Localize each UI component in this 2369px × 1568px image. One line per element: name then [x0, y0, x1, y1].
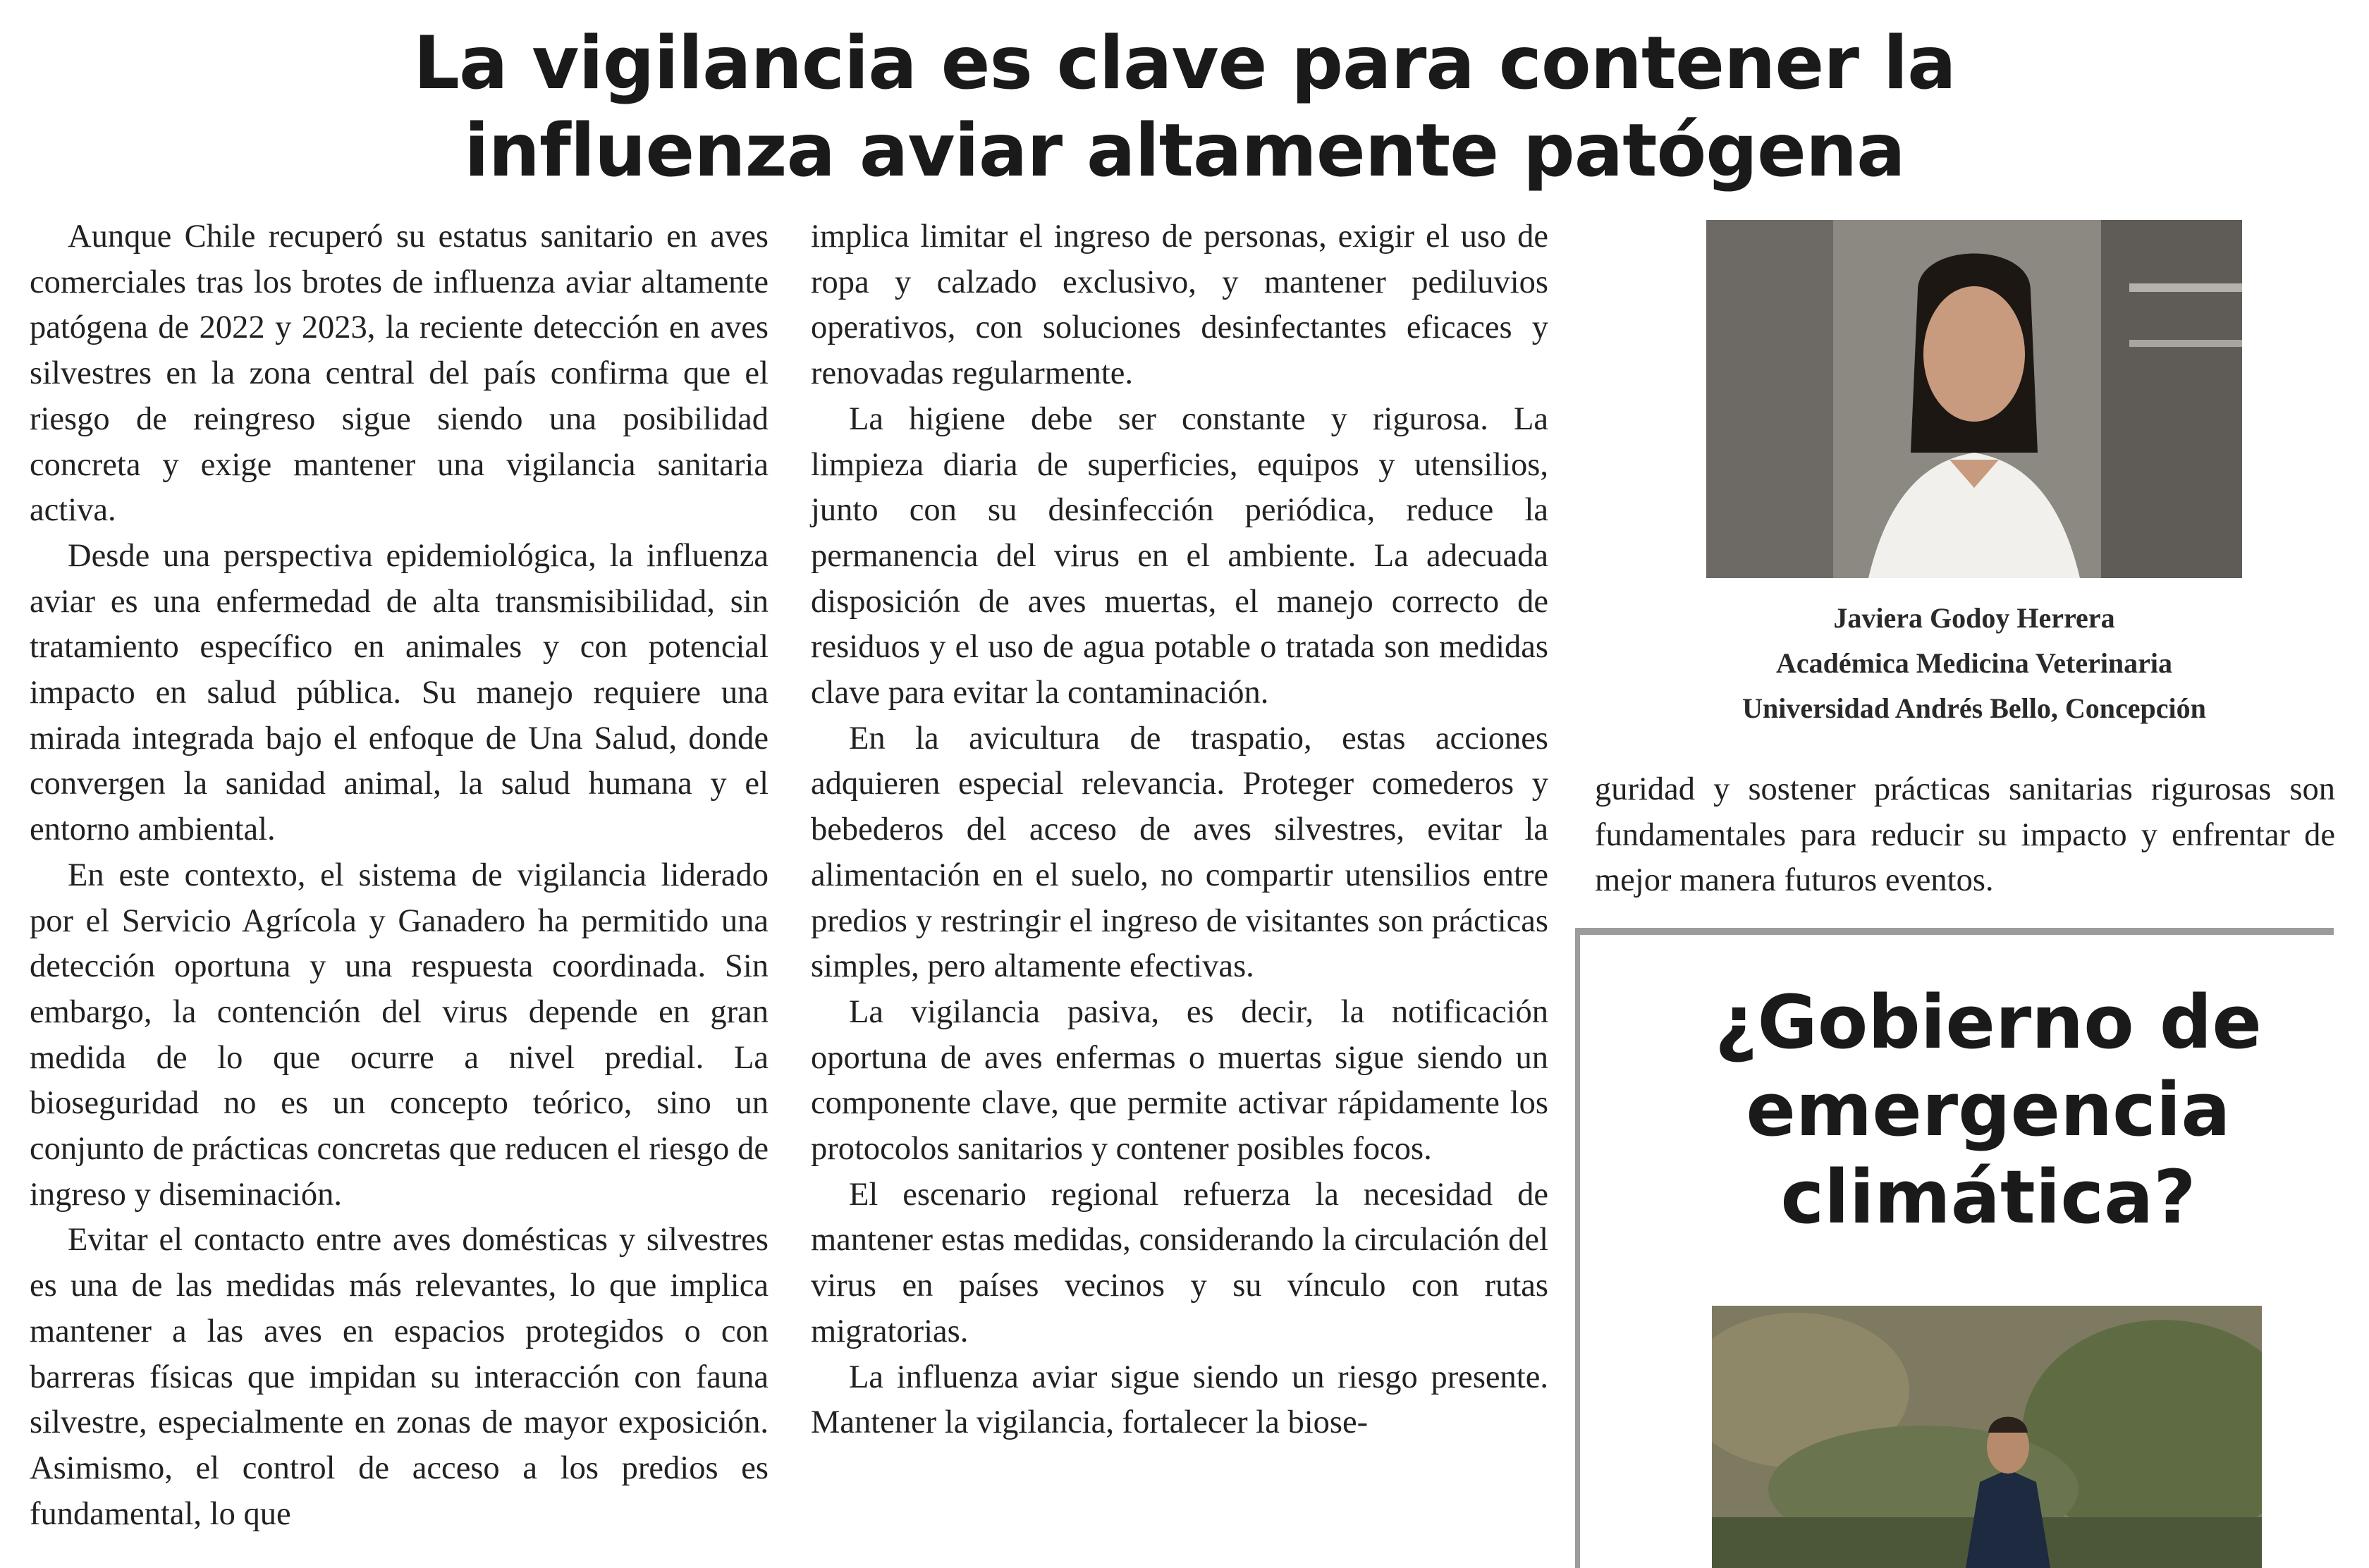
author-institution: Universidad Andrés Bello, Concepción — [1742, 692, 2206, 724]
author-photo — [1706, 220, 2242, 578]
paragraph: La higiene debe ser constante y rigurosa. La limpieza diaria de superficies, equipos y utensilios, junto con su desinfección periódica, reduce la permanencia del virus en el ambiente. La adecuada disposición de aves muertas, el manejo correcto de residuos y el uso de agua potable o tratada son medidas clave para evitar la contaminación. — [811, 400, 1548, 711]
paragraph-continued: guridad y sostener prácticas sanitarias rigurosas son fundamentales para reducir su impacto y enfrentar de mejor manera futuros eventos. — [1595, 771, 2335, 899]
paragraph: En este contexto, el sistema de vigilancia liderado por el Servicio Agrícola y Ganadero ha permitido una detección oportuna y una respuesta coordinada. Sin embargo, la contención del virus depende en gran medida de lo que ocurre a nivel predial. La bioseguridad no es un concepto teórico, sino un conjunto de prácticas concretas que reducen el riesgo de ingreso y diseminación. — [30, 857, 769, 1213]
next-headline-line-2: emergencia — [1746, 1067, 2231, 1153]
article-column-2 — [811, 214, 1548, 1446]
next-article-photo — [1712, 1306, 2262, 1568]
article-column-3 — [1595, 767, 2335, 904]
paragraph: En la avicultura de traspatio, estas acciones adquieren especial relevancia. Proteger comederos y bebederos del acceso de aves silvestres, evitar la alimentación en el suelo, no compartir utensilios entre predios y restringir el ingreso de visitantes son prácticas simples, pero altamente efectivas. — [811, 720, 1548, 985]
paragraph: El escenario regional refuerza la necesidad de mantener estas medidas, considerando la circulación del virus en países vecinos y su vínculo con rutas migratorias. — [811, 1176, 1548, 1349]
author-name: Javiera Godoy Herrera — [1833, 602, 2115, 634]
headline-line-1: La vigilancia es clave para contener la — [413, 21, 1956, 106]
paragraph: Evitar el contacto entre aves domésticas y silvestres es una de las medidas más relevantes, lo que implica mantener a las aves en espacios protegidos o con barreras físicas que impidan su interacción con fauna silvestre, especialmente en zonas de mayor exposición. Asimismo, el control de acceso a los predios es fundamental, lo que — [30, 1222, 769, 1532]
section-divider-vertical — [1575, 928, 1580, 1568]
article-column-1 — [30, 214, 769, 1537]
paragraph-continued: implica limitar el ingreso de personas, exigir el uso de ropa y calzado exclusivo, y mantener pediluvios operativos, con soluciones desinfectantes eficaces y renovadas regularmente. — [811, 219, 1548, 392]
paragraph: La vigilancia pasiva, es decir, la notificación oportuna de aves enfermas o muertas sigue siendo un componente clave, que permite activar rápidamente los protocolos sanitarios y contener posibles focos. — [811, 993, 1548, 1168]
author-caption — [1622, 596, 2327, 731]
author-role: Académica Medicina Veterinaria — [1775, 647, 2173, 679]
section-divider — [1575, 928, 2334, 935]
paragraph: La influenza aviar sigue siendo un riesgo presente. Mantener la vigilancia, fortalecer la biose- — [811, 1359, 1548, 1441]
next-article-headline — [1593, 979, 2369, 1241]
headline-line-2: influenza aviar altamente patógena — [464, 109, 1905, 193]
article-headline — [0, 20, 2369, 195]
paragraph: Desde una perspectiva epidemiológica, la influenza aviar es una enfermedad de alta transmisibilidad, sin tratamiento específico en animales y con potencial impacto en salud pública. Su manejo requiere una mirada integrada bajo el enfoque de Una Salud, donde convergen la sanidad animal, la salud humana y el entorno ambiental. — [30, 537, 769, 848]
next-headline-line-3: climática? — [1780, 1154, 2196, 1240]
next-headline-line-1: ¿Gobierno de — [1715, 979, 2262, 1065]
paragraph: Aunque Chile recuperó su estatus sanitario en aves comerciales tras los brotes de influenza aviar altamente patógena de 2022 y 2023, la reciente detección en aves silvestres en la zona central del país confirma que el riesgo de reingreso sigue siendo una posibilidad concreta y exige mantener una vigilancia sanitaria activa. — [30, 219, 769, 529]
